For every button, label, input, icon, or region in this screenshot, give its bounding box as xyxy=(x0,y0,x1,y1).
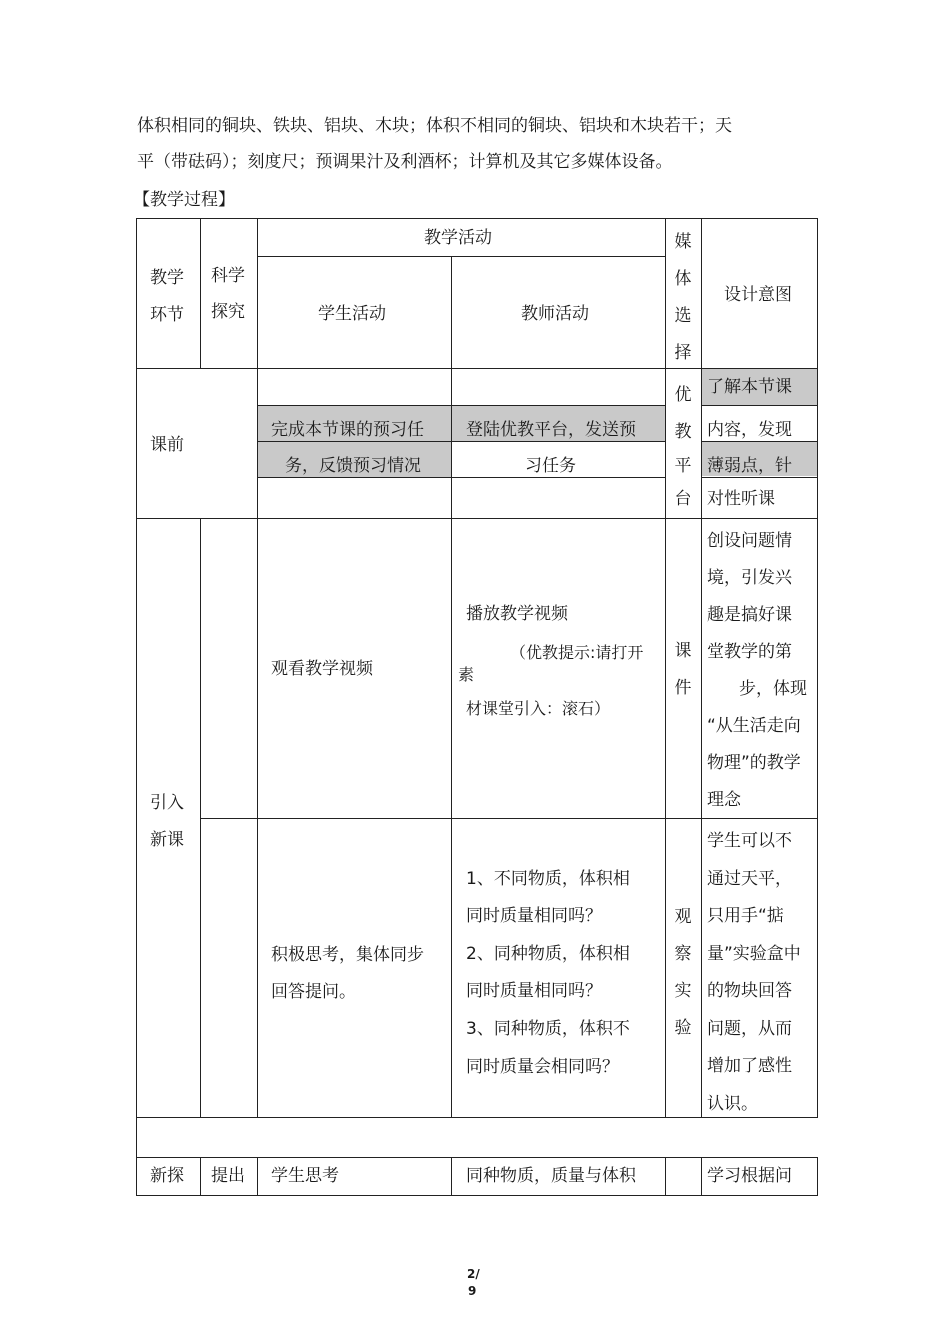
header-stage-1: 教学 xyxy=(150,268,184,288)
intro-stage-1: 引入 xyxy=(150,793,184,813)
intro-line-2: 平（带砝码）；刻度尺；预调果汁及利酒杯；计算机及其它多媒体设备。 xyxy=(137,152,673,172)
intro-r2-teacher-5: 3、同种物质，体积不 xyxy=(466,1019,630,1039)
pre-media-4: 台 xyxy=(674,489,692,509)
intro-r1-media-2: 件 xyxy=(674,678,692,698)
intro-r2-teacher-3: 2、同种物质，体积相 xyxy=(466,944,630,964)
intro-r1-teacher-3: 素 xyxy=(458,665,475,684)
intro-r2-intent-4: 量”实验盒中 xyxy=(707,944,801,964)
intro-r1-intent-1: 创设问题情 xyxy=(707,531,792,551)
intro-r1-intent-5: 步，体现 xyxy=(739,679,807,699)
intro-r2-intent-6: 问题，从而 xyxy=(707,1019,792,1039)
intro-r2-media-2: 察 xyxy=(674,944,692,964)
intro-r1-intent-7: 物理”的教学 xyxy=(707,753,801,773)
pre-media-2: 教 xyxy=(674,422,692,442)
pre-intent-2: 内容，发现 xyxy=(707,420,792,440)
header-stage-2: 环节 xyxy=(150,305,184,325)
header-media-3: 选 xyxy=(674,306,692,326)
page-number-top: 2/ xyxy=(467,1267,480,1281)
intro-r2-intent-3: 只用手“掂 xyxy=(707,906,784,926)
intro-r2-teacher-4: 同时质量相同吗？ xyxy=(466,981,602,1001)
intro-r1-intent-4: 堂教学的第 xyxy=(707,642,792,662)
intro-r1-teacher-2: （优教提示:请打开 xyxy=(510,643,644,662)
intro-r2-media-3: 实 xyxy=(674,981,692,1001)
new-teacher: 同种物质，质量与体积 xyxy=(466,1166,636,1186)
pre-student-2: 务，反馈预习情况 xyxy=(285,456,421,476)
intro-r1-teacher-1: 播放教学视频 xyxy=(466,604,568,624)
intro-r2-media-1: 观 xyxy=(674,907,692,927)
pre-intent-1: 了解本节课 xyxy=(707,377,792,397)
new-intent: 学习根据问 xyxy=(707,1166,792,1186)
new-stage: 新探 xyxy=(150,1166,184,1186)
intro-r2-media-4: 验 xyxy=(674,1018,692,1038)
intro-line-1: 体积相同的铜块、铁块、铝块、木块；体积不相同的铜块、铝块和木块若干；天 xyxy=(137,116,732,136)
new-student: 学生思考 xyxy=(271,1166,339,1186)
intro-r2-student-2: 回答提问。 xyxy=(271,982,356,1002)
pre-student-1: 完成本节课的预习任 xyxy=(271,420,424,440)
intro-r1-intent-6: “从生活走向 xyxy=(707,716,801,736)
intro-r1-student: 观看教学视频 xyxy=(271,659,373,679)
header-teacher: 教师活动 xyxy=(521,304,589,324)
intro-r2-intent-7: 增加了感性 xyxy=(707,1056,792,1076)
intro-r1-teacher-4: 材课堂引入：滚石） xyxy=(466,699,611,718)
header-activity: 教学活动 xyxy=(424,228,492,248)
new-inquiry: 提出 xyxy=(211,1166,245,1186)
intro-r2-intent-1: 学生可以不 xyxy=(707,831,792,851)
intro-r2-student-1: 积极思考，集体同步 xyxy=(271,945,424,965)
intro-r1-intent-2: 境，引发兴 xyxy=(707,568,792,588)
intro-r2-teacher-6: 同时质量会相同吗？ xyxy=(466,1057,619,1077)
pre-stage: 课前 xyxy=(150,435,184,455)
header-student: 学生活动 xyxy=(318,304,386,324)
intro-r2-intent-5: 的物块回答 xyxy=(707,981,792,1001)
pre-media-1: 优 xyxy=(674,385,692,405)
intro-r1-intent-3: 趣是搞好课 xyxy=(707,605,792,625)
intro-r2-teacher-2: 同时质量相同吗？ xyxy=(466,906,602,926)
pre-intent-3: 薄弱点，针 xyxy=(707,456,792,476)
header-inquiry-1: 科学 xyxy=(211,266,245,286)
intro-r1-media-1: 课 xyxy=(674,641,692,661)
intro-r2-intent-8: 认识。 xyxy=(707,1094,758,1114)
header-media-4: 择 xyxy=(674,343,692,363)
intro-r2-intent-2: 通过天平， xyxy=(707,869,792,889)
section-title: 【教学过程】 xyxy=(133,190,235,210)
intro-r2-teacher-1: 1、不同物质，体积相 xyxy=(466,869,630,889)
header-inquiry-2: 探究 xyxy=(211,302,245,322)
pre-teacher-2: 习任务 xyxy=(525,456,576,476)
intro-stage-2: 新课 xyxy=(150,830,184,850)
pre-intent-4: 对性听课 xyxy=(707,489,775,509)
pre-media-3: 平 xyxy=(674,456,692,476)
pre-teacher-1: 登陆优教平台，发送预 xyxy=(466,420,636,440)
intro-r1-intent-8: 理念 xyxy=(707,790,741,810)
page-number-bottom: 9 xyxy=(468,1284,477,1298)
header-media-2: 体 xyxy=(674,269,692,289)
header-media-1: 媒 xyxy=(674,232,692,252)
header-intent: 设计意图 xyxy=(724,285,792,305)
